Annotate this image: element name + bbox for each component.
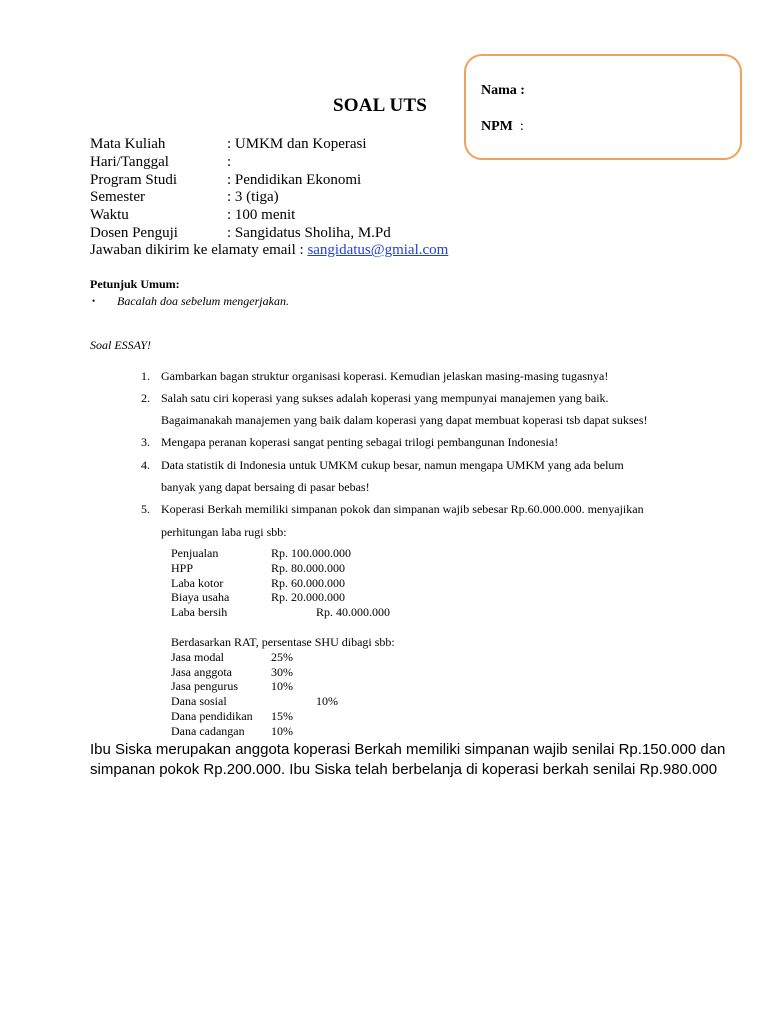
table-row: Dana cadangan 10% — [171, 723, 293, 738]
closing-paragraph: Ibu Siska merupakan anggota koperasi Berkah memiliki simpanan wajib senilai Rp.150.000 dan simpanan pokok Rp.200.000. Ibu Siska telah berbelanja di koperasi berkah senilai Rp.980.000 — [90, 741, 726, 778]
email-instruction: Jawaban dikirim ke elamaty email : sangidatus@gmial.com — [90, 242, 449, 258]
table-row: Jasa modal 25% — [171, 649, 293, 664]
table-row: Jasa pengurus 10% — [171, 679, 293, 694]
npm-label: NPM : — [481, 119, 524, 134]
table-row: Dana sosial 10% — [171, 694, 338, 709]
table-row: Dana pendidikan 15% — [171, 708, 293, 723]
name-label: Nama : — [481, 83, 525, 98]
essay-heading: Soal ESSAY! — [90, 338, 152, 352]
question-continuation: banyak yang dapat bersaing di pasar bebas! — [161, 480, 370, 494]
shu-table — [171, 635, 395, 739]
shu-heading: Berdasarkan RAT, persentase SHU dibagi sbb: — [171, 635, 395, 649]
exam-page: Nama : NPM : SOAL UTS Mata Kuliah : UMKM dan Koperasi Hari/Tanggal : Program Studi : Pendidikan Ekonomi Semester : 3 (tiga) Waktu : 100 menit Dosen Penguji : Sangidatus Sholiha, M.Pd Jawaban dikirim ke elamaty email : sangidatus@gmial.com Petunjuk Umum: • Bacalah doa sebelum mengerjakan. Soal ESSAY! 1. Gambarkan bagan struktur organisasi koperasi. Kemudian jelaskan masing-masing tugasnya! 2. Salah satu ciri koperasi yang sukses adalah koperasi yang mempunyai manajemen yang baik. Bagaimanakah manajemen yang baik dalam koperasi yang dapat membuat koperasi tsb dapat sukses! 3. Mengapa peranan koperasi sangat penting sebagai trilogi pembangunan Indonesia! 4. Data statistik di Indonesia untuk UMKM cukup besar, namun mengapa UMKM yang ada belum banyak yang dapat bersaing di pasar bebas! 5. Koperasi Berkah memiliki simpanan pokok dan simpanan wajib sebesar Rp.60.000.000. menyajikan perhitungan laba rugi sbb: Penjualan Rp. 100.000.000 HPP Rp. 80.000.000 Laba kotor Rp. 60.000.000 Biaya usaha Rp. 20.000.000 Laba bersih Rp. 40.000.000 Berdasarkan RAT, persentase SHU dibagi sbb: Jasa modal 25% Jasa anggota 30% Jasa pengurus 10% Dana sosial 10% Dana pendidikan 15% Dana cadangan 10% Ibu Siska merupakan anggota koperasi Berkah memiliki simpanan wajib senilai Rp.150.000 dan simpanan pokok Rp.200.000. Ibu Siska telah berbelanja di koperasi berkah senilai Rp.980.000 — [0, 0, 768, 1024]
email-link[interactable]: sangidatus@gmial.com — [307, 242, 449, 258]
general-instructions-heading: Petunjuk Umum: — [90, 277, 180, 291]
student-identity-box — [464, 54, 742, 160]
question-continuation: Bagaimanakah manajemen yang baik dalam koperasi yang dapat membuat koperasi tsb dapat sukses! — [161, 413, 648, 427]
page-title: SOAL UTS — [333, 95, 428, 116]
table-row: Jasa anggota 30% — [171, 664, 293, 679]
bullet-icon: • — [92, 296, 96, 306]
instruction-item: • Bacalah doa sebelum mengerjakan. — [92, 294, 289, 308]
question-continuation: perhitungan laba rugi sbb: — [161, 525, 287, 539]
